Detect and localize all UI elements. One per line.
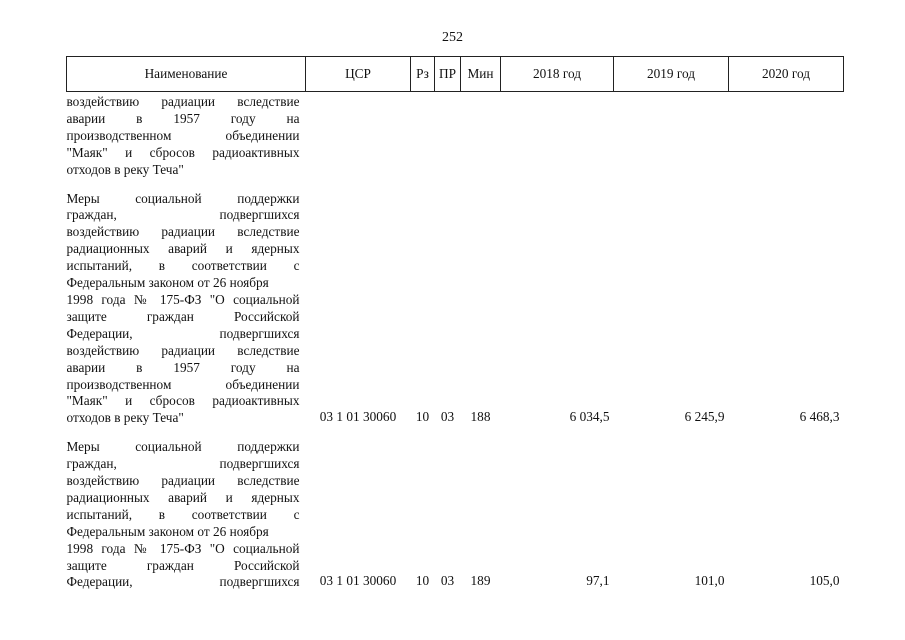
amount-2019-cell: 101,0 xyxy=(694,573,725,589)
name-line: 1998 года № 175-ФЗ "О социальной xyxy=(66,291,300,307)
name-line: "Маяк" и сбросов радиоактивных xyxy=(66,393,300,409)
amount-2020-cell: 6 468,3 xyxy=(799,409,840,425)
name-line: Меры социальной поддержки xyxy=(66,439,300,455)
header-min: Мин xyxy=(461,57,501,92)
amount-2019-cell: 6 245,9 xyxy=(684,409,725,425)
name-line: Федерации, подвергшихся xyxy=(66,574,300,590)
name-line: защите граждан Российской xyxy=(66,557,300,573)
name-line: воздействию радиации вследствие xyxy=(66,224,300,240)
amount-2020-cell: 105,0 xyxy=(809,573,840,589)
header-2020: 2020 год xyxy=(729,57,844,92)
csr-cell: 03 1 01 30060 xyxy=(319,409,397,425)
header-rz: Рз xyxy=(411,57,435,92)
name-line: воздействию радиации вследствие xyxy=(66,342,300,358)
name-line: испытаний, в соответствии с xyxy=(66,506,300,522)
name-line: отходов в реку Теча" xyxy=(66,161,184,177)
min-cell: 189 xyxy=(470,573,491,589)
table-header-row xyxy=(67,57,844,92)
name-line: граждан, подвергшихся xyxy=(66,207,300,223)
name-line: аварии в 1957 году на xyxy=(66,110,300,126)
header-csr: ЦСР xyxy=(306,57,411,92)
name-line: Федеральным законом от 26 ноября xyxy=(66,523,269,539)
name-line: испытаний, в соответствии с xyxy=(66,258,300,274)
table-row xyxy=(67,439,844,591)
budget-table xyxy=(66,56,844,591)
name-line: граждан, подвергшихся xyxy=(66,456,300,472)
name-line: Меры социальной поддержки xyxy=(66,190,300,206)
pr-cell: 03 xyxy=(440,409,455,425)
name-line: 1998 года № 175-ФЗ "О социальной xyxy=(66,540,300,556)
pr-cell: 03 xyxy=(440,573,455,589)
row-name-cell xyxy=(67,191,306,428)
name-line: воздействию радиации вследствие xyxy=(66,473,300,489)
name-line: радиационных аварий и ядерных xyxy=(66,241,300,257)
rz-cell: 10 xyxy=(415,409,430,425)
table-row-continuation xyxy=(67,92,844,179)
name-line: производственном объединении xyxy=(66,376,300,392)
page-number: 252 xyxy=(442,30,463,45)
header-2018: 2018 год xyxy=(501,57,614,92)
name-line: Федеральным законом от 26 ноября xyxy=(66,275,269,291)
name-line: отходов в реку Теча" xyxy=(66,410,184,426)
name-line: производственном объединении xyxy=(66,127,300,143)
name-line: радиационных аварий и ядерных xyxy=(66,489,300,505)
name-line: воздействию радиации вследствие xyxy=(66,94,300,109)
header-pr: ПР xyxy=(435,57,461,92)
header-2019: 2019 год xyxy=(614,57,729,92)
amount-2018-cell: 97,1 xyxy=(586,573,610,589)
min-cell: 188 xyxy=(470,409,491,425)
row-name-cell xyxy=(67,92,306,179)
table-row xyxy=(67,191,844,428)
csr-cell: 03 1 01 30060 xyxy=(319,573,397,589)
name-line: Федерации, подвергшихся xyxy=(66,325,300,341)
name-line: защите граждан Российской xyxy=(66,308,300,324)
rz-cell: 10 xyxy=(415,573,430,589)
name-line: "Маяк" и сбросов радиоактивных xyxy=(66,144,300,160)
header-name: Наименование xyxy=(67,57,306,92)
amount-2018-cell: 6 034,5 xyxy=(569,409,610,425)
row-name-cell xyxy=(67,439,306,591)
name-line: аварии в 1957 году на xyxy=(66,359,300,375)
